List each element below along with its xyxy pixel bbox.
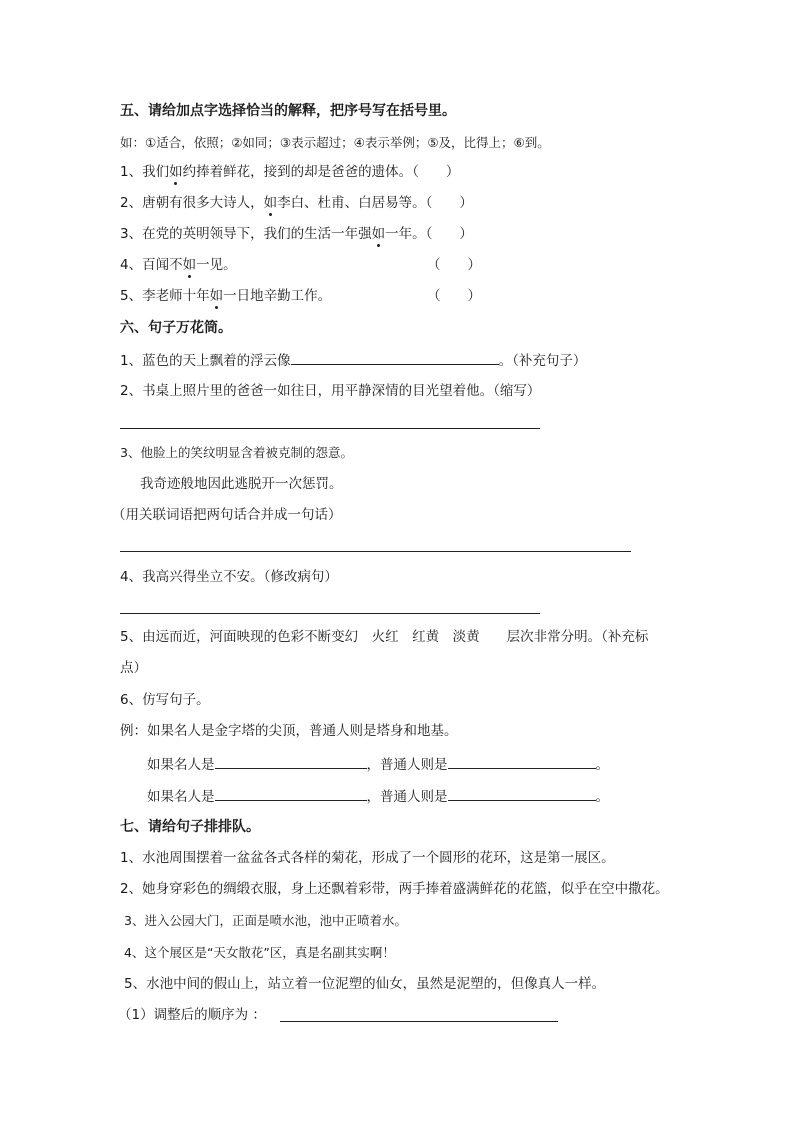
s7-sentence-2: 2、她身穿彩色的绸缎衣服，身上还飘着彩带，两手捧着盛满鲜花的花篮，似乎在空中撒花。 <box>120 881 669 897</box>
s6-fill-line-1 <box>147 754 609 774</box>
s6-question-3c: （用关联词语把两句话合并成一句话） <box>112 507 342 523</box>
s6q2-answer-line[interactable] <box>120 428 540 429</box>
fill2-blank-1[interactable] <box>215 786 367 801</box>
q5-text-b: 一日地辛勤工作。 <box>223 288 332 304</box>
q1-text-b: 约捧着鲜花，接到的却是爸爸的遗体。（ ） <box>182 164 460 180</box>
s7-sentence-4: 4、这个展区是“天女散花”区，真是名副其实啊！ <box>124 945 395 960</box>
section-5-options: 如：①适合，依照；②如同；③表示超过；④表示举例；⑤及，比得上；⑥到。 <box>120 135 550 150</box>
fill1-blank-1[interactable] <box>215 754 367 769</box>
q2-text-b: 李白、杜甫、白居易等。（ ） <box>277 195 473 211</box>
s7-sentence-5: 5、水池中间的假山上，站立着一位泥塑的仙女，虽然是泥塑的，但像真人一样。 <box>124 976 606 992</box>
s5-question-2 <box>120 194 473 212</box>
s5-question-5 <box>120 287 331 305</box>
q1-text-a: 1、我们 <box>120 164 170 180</box>
section-7-heading: 七、请给句子排排队。 <box>120 819 260 835</box>
s6-question-2: 2、书桌上照片里的爸爸一如往日，用平静深情的目光望着他。（缩写） <box>120 383 541 399</box>
s5-question-1 <box>120 163 459 181</box>
q4-dotted-char: 如 <box>182 257 197 273</box>
fill1-text-b: ，普通人则是 <box>366 757 448 773</box>
fill1-text-c: 。 <box>595 757 609 773</box>
q1-dotted-char: 如 <box>169 164 183 180</box>
s7-answer-line[interactable] <box>280 1021 558 1022</box>
q4-answer-paren[interactable]: （ ） <box>427 257 481 273</box>
q2-dotted-char: 如 <box>263 195 278 211</box>
s6q1-text-b: 。（补充句子） <box>498 353 587 369</box>
fill2-text-a: 如果名人是 <box>147 789 215 805</box>
s6-question-3a: 3、他脸上的笑纹明显含着被克制的怨意。 <box>120 445 353 460</box>
q4-text-b: 一见。 <box>196 257 237 273</box>
fill2-blank-2[interactable] <box>448 786 596 801</box>
s6q3-answer-line[interactable] <box>120 551 631 552</box>
s6-question-6: 6、仿写句子。 <box>120 692 210 708</box>
s7-sentence-3: 3、进入公园大门，正面是喷水池，池中正喷着水。 <box>124 913 407 928</box>
s6q1-text-a: 1、蓝色的天上飘着的浮云像 <box>120 353 291 369</box>
q2-text-a: 2、唐朝有很多大诗人， <box>120 195 264 211</box>
s7-answer-label: （1）调整后的顺序为 ： <box>118 1007 266 1023</box>
s6-question-5b: 点） <box>120 660 147 676</box>
fill2-text-c: 。 <box>595 789 609 805</box>
s6-question-4: 4、我高兴得坐立不安。（修改病句） <box>120 569 338 585</box>
s6-example: 例：如果名人是金字塔的尖顶，普通人则是塔身和地基。 <box>120 723 458 739</box>
s6-question-3b: 我奇迹般地因此逃脱开一次惩罚。 <box>140 476 343 492</box>
s6-question-1 <box>120 350 586 370</box>
q3-dotted-char: 如 <box>371 226 386 242</box>
fill2-text-b: ，普通人则是 <box>366 789 448 805</box>
s6q4-answer-line[interactable] <box>120 613 540 614</box>
q5-dotted-char: 如 <box>209 288 224 304</box>
section-5-heading: 五、请给加点字选择恰当的解释，把序号写在括号里。 <box>120 103 456 119</box>
section-6-heading: 六、句子万花筒。 <box>120 320 232 336</box>
q3-text-b: 一年。（ ） <box>385 226 473 242</box>
s7-sentence-1: 1、水池周围摆着一盆盆各式各样的菊花，形成了一个圆形的花环，这是第一展区。 <box>120 850 615 866</box>
q4-text-a: 4、百闻不 <box>120 257 183 273</box>
s6-question-5a: 5、由远而近，河面映现的色彩不断变幻 火红 红黄 淡黄 层次非常分明。（补充标 <box>120 629 649 645</box>
s5-question-4 <box>120 256 237 274</box>
fill1-blank-2[interactable] <box>448 754 596 769</box>
q3-text-a: 3、在党的英明领导下，我们的生活一年强 <box>120 226 372 242</box>
s6q1-blank[interactable] <box>291 350 499 365</box>
s5-question-3 <box>120 225 473 243</box>
q5-answer-paren[interactable]: （ ） <box>427 288 481 304</box>
q5-text-a: 5、李老师十年 <box>120 288 210 304</box>
fill1-text-a: 如果名人是 <box>147 757 215 773</box>
s6-fill-line-2 <box>147 786 609 806</box>
